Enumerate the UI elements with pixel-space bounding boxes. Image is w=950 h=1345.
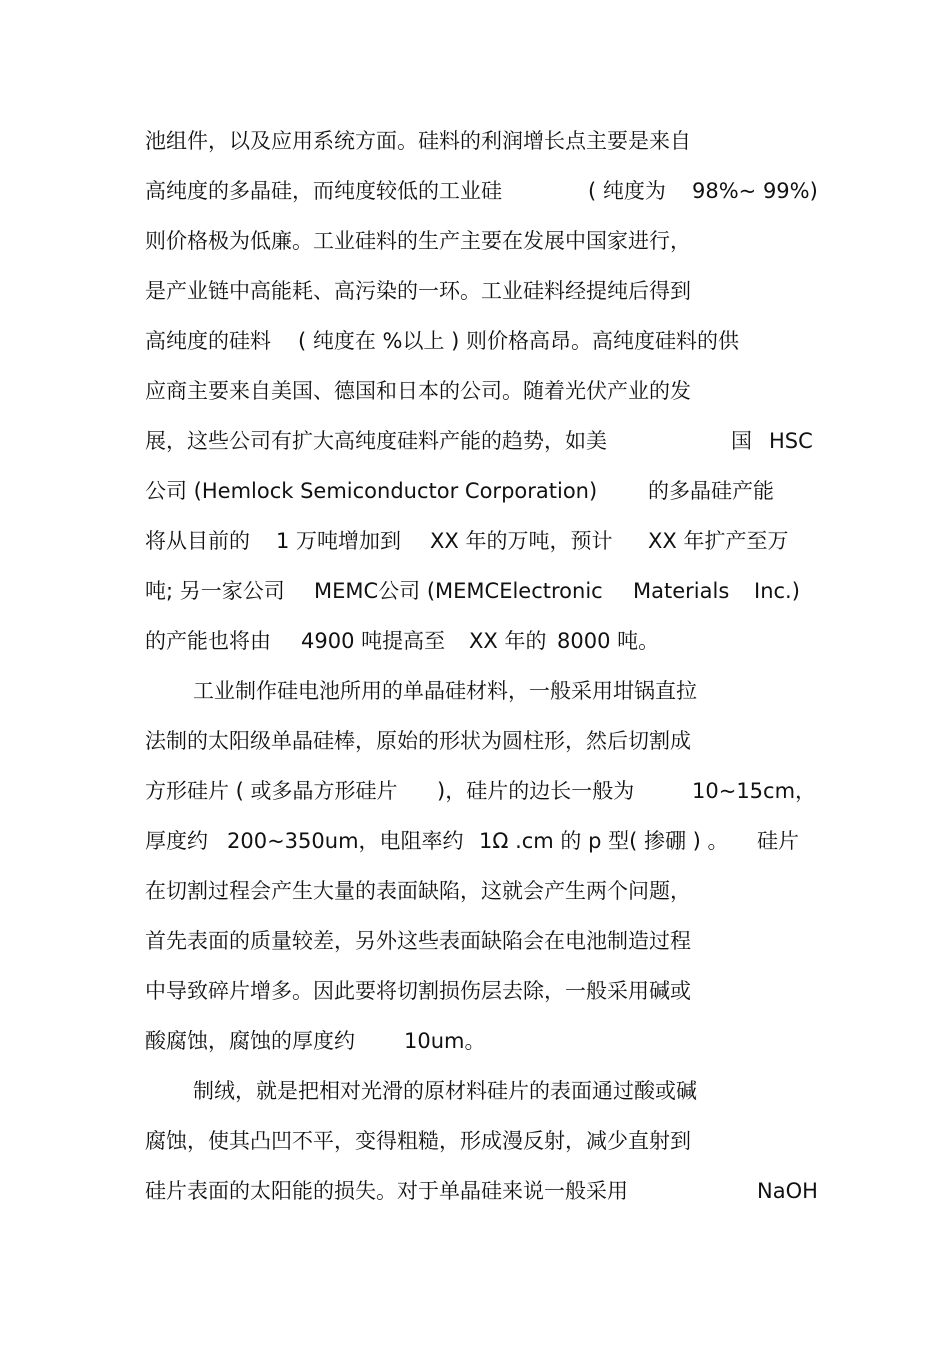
text-segment: 国: [731, 429, 752, 453]
text-segment: ( 纯度为: [588, 179, 666, 203]
text-segment: 池组件，以及应用系统方面。硅料的利润增长点主要是来自: [145, 129, 691, 153]
text-segment: ( 纯度在 %以上 ) 则价格高昂。高纯度硅料的供: [298, 329, 740, 353]
text-segment: MEMC公司 (MEMCElectronic: [314, 579, 603, 603]
text-segment: 硅片表面的太阳能的损失。对于单晶硅来说一般采用: [145, 1179, 628, 1203]
text-segment: 腐蚀，使其凸凹不平，变得粗糙，形成漫反射，减少直射到: [145, 1129, 691, 1153]
text-segment: 是产业链中高能耗、高污染的一环。工业硅料经提纯后得到: [145, 279, 691, 303]
text-segment: 首先表面的质量较差，另外这些表面缺陷会在电池制造过程: [145, 929, 691, 953]
text-segment: )，硅片的边长一般为: [437, 779, 635, 803]
text-segment: 1 万吨增加到: [276, 529, 402, 553]
text-segment: XX 年的万吨，预计: [430, 529, 613, 553]
text-segment: 展，这些公司有扩大高纯度硅料产能的趋势，如美: [145, 429, 607, 453]
text-segment: NaOH: [757, 1179, 818, 1203]
text-segment: 高纯度的多晶硅，而纯度较低的工业硅: [145, 179, 502, 203]
text-segment: 中导致碎片增多。因此要将切割损伤层去除，一般采用碱或: [145, 979, 691, 1003]
text-segment: 10um。: [404, 1029, 486, 1053]
text-segment: 在切割过程会产生大量的表面缺陷，这就会产生两个问题，: [145, 879, 691, 903]
text-segment: 法制的太阳级单晶硅棒，原始的形状为圆柱形，然后切割成: [145, 729, 691, 753]
text-segment: 公司 (Hemlock Semiconductor Corporation): [145, 479, 598, 503]
text-segment: XX 年扩产至万: [648, 529, 789, 553]
text-segment: 1Ω .cm 的 p 型( 掺硼 ) 。: [479, 829, 729, 853]
text-segment: 制绒，就是把相对光滑的原材料硅片的表面通过酸或碱: [193, 1079, 697, 1103]
text-segment: 4900 吨提高至: [301, 629, 446, 653]
text-segment: 98%~ 99%): [692, 179, 818, 203]
text-segment: 酸腐蚀，腐蚀的厚度约: [145, 1029, 355, 1053]
text-segment: XX 年的: [469, 629, 547, 653]
text-segment: 吨; 另一家公司: [145, 579, 285, 603]
text-segment: 应商主要来自美国、德国和日本的公司。随着光伏产业的发: [145, 379, 691, 403]
text-segment: 8000 吨。: [557, 629, 660, 653]
text-segment: 硅片: [757, 829, 799, 853]
text-segment: 高纯度的硅料: [145, 329, 271, 353]
text-segment: 200~350um，电阻率约: [227, 829, 464, 853]
text-segment: 的多晶硅产能: [648, 479, 774, 503]
text-segment: 10~15cm，: [692, 779, 817, 803]
text-segment: 的产能也将由: [145, 629, 271, 653]
text-segment: 工业制作硅电池所用的单晶硅材料，一般采用坩锅直拉: [193, 679, 697, 703]
text-segment: 方形硅片 ( 或多晶方形硅片: [145, 779, 398, 803]
text-segment: 则价格极为低廉。工业硅料的生产主要在发展中国家进行，: [145, 229, 691, 253]
text-segment: 厚度约: [145, 829, 208, 853]
text-segment: Materials: [633, 579, 730, 603]
text-segment: 将从目前的: [145, 529, 250, 553]
text-segment: HSC: [769, 429, 813, 453]
text-segment: Inc.): [754, 579, 800, 603]
